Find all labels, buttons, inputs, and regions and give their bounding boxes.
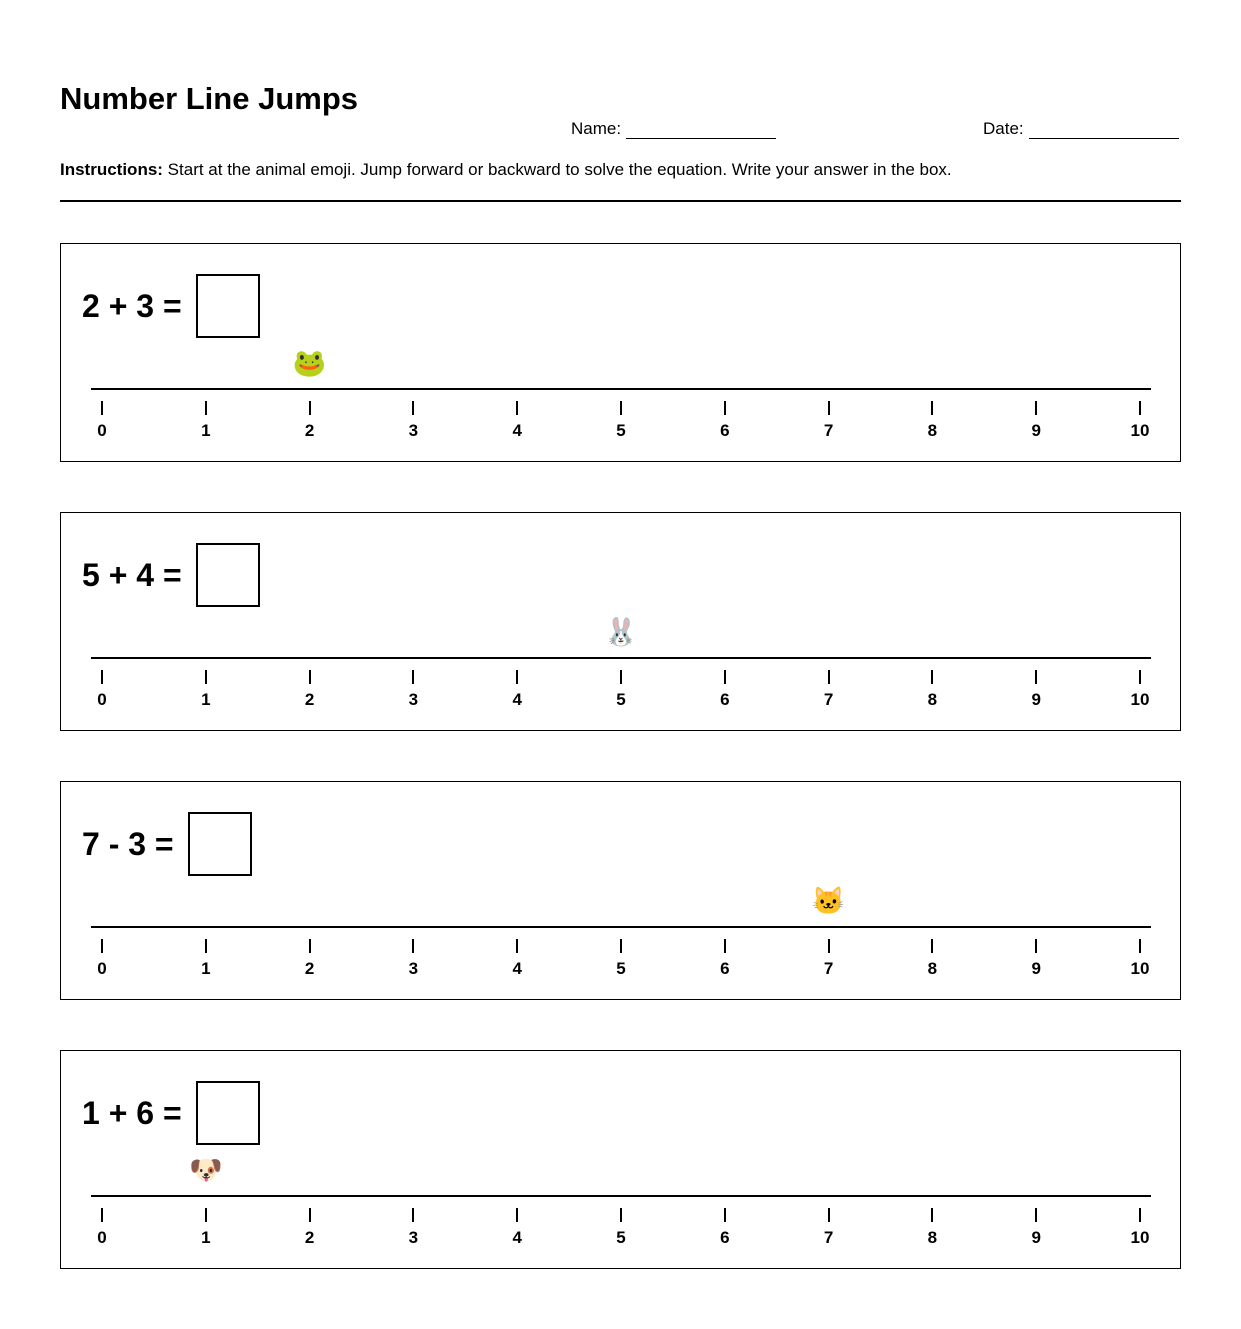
tick-label: 7: [823, 1228, 834, 1247]
tick-label: 2: [304, 690, 315, 709]
tick-label: 8: [927, 421, 938, 440]
tick-mark: [1139, 670, 1141, 684]
tick-label: 5: [616, 421, 626, 440]
equation-row: [82, 812, 252, 876]
tick-mark: [620, 401, 622, 415]
tick-mark: [1139, 939, 1141, 953]
tick-mark: [1035, 939, 1037, 953]
cat-icon: 🐱: [811, 886, 846, 916]
tick-label: 1: [201, 959, 211, 978]
tick-mark: [620, 670, 622, 684]
number-line: [91, 926, 1151, 928]
instructions: [60, 160, 952, 180]
tick-label: 1: [201, 1228, 211, 1247]
tick-label: 1: [201, 690, 211, 709]
tick-label: 0: [97, 690, 107, 709]
tick-mark: [931, 401, 933, 415]
tick-label: 4: [512, 421, 522, 440]
answer-box[interactable]: [196, 274, 260, 338]
date-field: [983, 119, 1179, 139]
tick-label: 10: [1130, 1228, 1150, 1247]
tick-label: 6: [720, 959, 730, 978]
tick-mark: [620, 939, 622, 953]
tick-mark: [1035, 401, 1037, 415]
date-label: Date:: [983, 119, 1024, 138]
answer-box[interactable]: [196, 543, 260, 607]
tick-label: 1: [201, 421, 211, 440]
name-blank-line[interactable]: [626, 124, 776, 139]
tick-mark: [412, 939, 414, 953]
tick-mark: [205, 401, 207, 415]
header-divider: [60, 200, 1181, 202]
tick-mark: [516, 401, 518, 415]
tick-mark: [516, 670, 518, 684]
tick-mark: [412, 1208, 414, 1222]
tick-label: 8: [927, 959, 938, 978]
tick-label: 6: [720, 1228, 730, 1247]
tick-label: 3: [408, 421, 419, 440]
problem-card: [60, 781, 1181, 1000]
tick-mark: [1035, 1208, 1037, 1222]
tick-mark: [516, 939, 518, 953]
tick-label: 2: [304, 1228, 315, 1247]
tick-mark: [931, 670, 933, 684]
tick-mark: [412, 670, 414, 684]
tick-label: 5: [616, 959, 626, 978]
tick-label: 10: [1130, 421, 1150, 440]
tick-label: 6: [720, 690, 730, 709]
date-blank-line[interactable]: [1029, 124, 1179, 139]
tick-mark: [516, 1208, 518, 1222]
tick-label: 3: [408, 959, 419, 978]
tick-label: 2: [304, 959, 315, 978]
instructions-label: Instructions:: [60, 160, 163, 179]
tick-mark: [724, 939, 726, 953]
tick-label: 9: [1031, 959, 1041, 978]
tick-label: 5: [616, 1228, 626, 1247]
equation-row: [82, 274, 260, 338]
tick-mark: [101, 401, 103, 415]
equation-row: [82, 1081, 260, 1145]
tick-label: 2: [304, 421, 315, 440]
tick-mark: [205, 939, 207, 953]
tick-mark: [309, 670, 311, 684]
tick-mark: [828, 670, 830, 684]
tick-label: 8: [927, 1228, 938, 1247]
tick-label: 9: [1031, 1228, 1041, 1247]
tick-label: 5: [616, 690, 626, 709]
tick-mark: [205, 1208, 207, 1222]
name-label: Name:: [571, 119, 622, 138]
tick-label: 0: [97, 959, 107, 978]
problem-card: [60, 243, 1181, 462]
tick-label: 10: [1130, 690, 1150, 709]
tick-mark: [828, 939, 830, 953]
tick-mark: [1139, 401, 1141, 415]
tick-label: 7: [823, 959, 834, 978]
tick-mark: [412, 401, 414, 415]
number-line: [91, 657, 1151, 659]
tick-mark: [620, 1208, 622, 1222]
instructions-text: Start at the animal emoji. Jump forward or backward to solve the equation. Write your answer in the box.: [162, 160, 952, 179]
number-line: [91, 388, 1151, 390]
name-field: [571, 119, 776, 139]
tick-mark: [309, 939, 311, 953]
tick-label: 9: [1031, 421, 1041, 440]
tick-mark: [724, 1208, 726, 1222]
answer-box[interactable]: [188, 812, 252, 876]
number-line: [91, 1195, 1151, 1197]
tick-label: 4: [512, 1228, 522, 1247]
tick-mark: [101, 939, 103, 953]
tick-label: 10: [1130, 959, 1150, 978]
tick-label: 7: [823, 690, 834, 709]
problem-card: [60, 1050, 1181, 1269]
answer-box[interactable]: [196, 1081, 260, 1145]
tick-label: 7: [823, 421, 834, 440]
tick-mark: [931, 1208, 933, 1222]
tick-label: 3: [408, 1228, 419, 1247]
tick-label: 6: [720, 421, 730, 440]
tick-label: 3: [408, 690, 419, 709]
tick-mark: [309, 1208, 311, 1222]
frog-icon: 🐸: [292, 348, 327, 378]
equation-text: 5 + 4 =: [82, 557, 182, 593]
tick-mark: [724, 670, 726, 684]
tick-label: 0: [97, 1228, 107, 1247]
tick-mark: [205, 670, 207, 684]
equation-text: 2 + 3 =: [82, 288, 182, 324]
tick-mark: [309, 401, 311, 415]
tick-mark: [1035, 670, 1037, 684]
equation-row: [82, 543, 260, 607]
tick-mark: [724, 401, 726, 415]
tick-mark: [101, 1208, 103, 1222]
tick-mark: [828, 1208, 830, 1222]
tick-label: 8: [927, 690, 938, 709]
tick-label: 9: [1031, 690, 1041, 709]
tick-mark: [931, 939, 933, 953]
tick-mark: [1139, 1208, 1141, 1222]
tick-label: 4: [512, 690, 522, 709]
rabbit-icon: 🐰: [604, 617, 638, 647]
page-title: Number Line Jumps: [60, 81, 358, 116]
equation-text: 1 + 6 =: [82, 1095, 182, 1131]
problem-card: [60, 512, 1181, 731]
dog-icon: 🐶: [188, 1155, 223, 1185]
tick-mark: [828, 401, 830, 415]
equation-text: 7 - 3 =: [82, 826, 174, 862]
tick-label: 0: [97, 421, 107, 440]
tick-label: 4: [512, 959, 522, 978]
tick-mark: [101, 670, 103, 684]
